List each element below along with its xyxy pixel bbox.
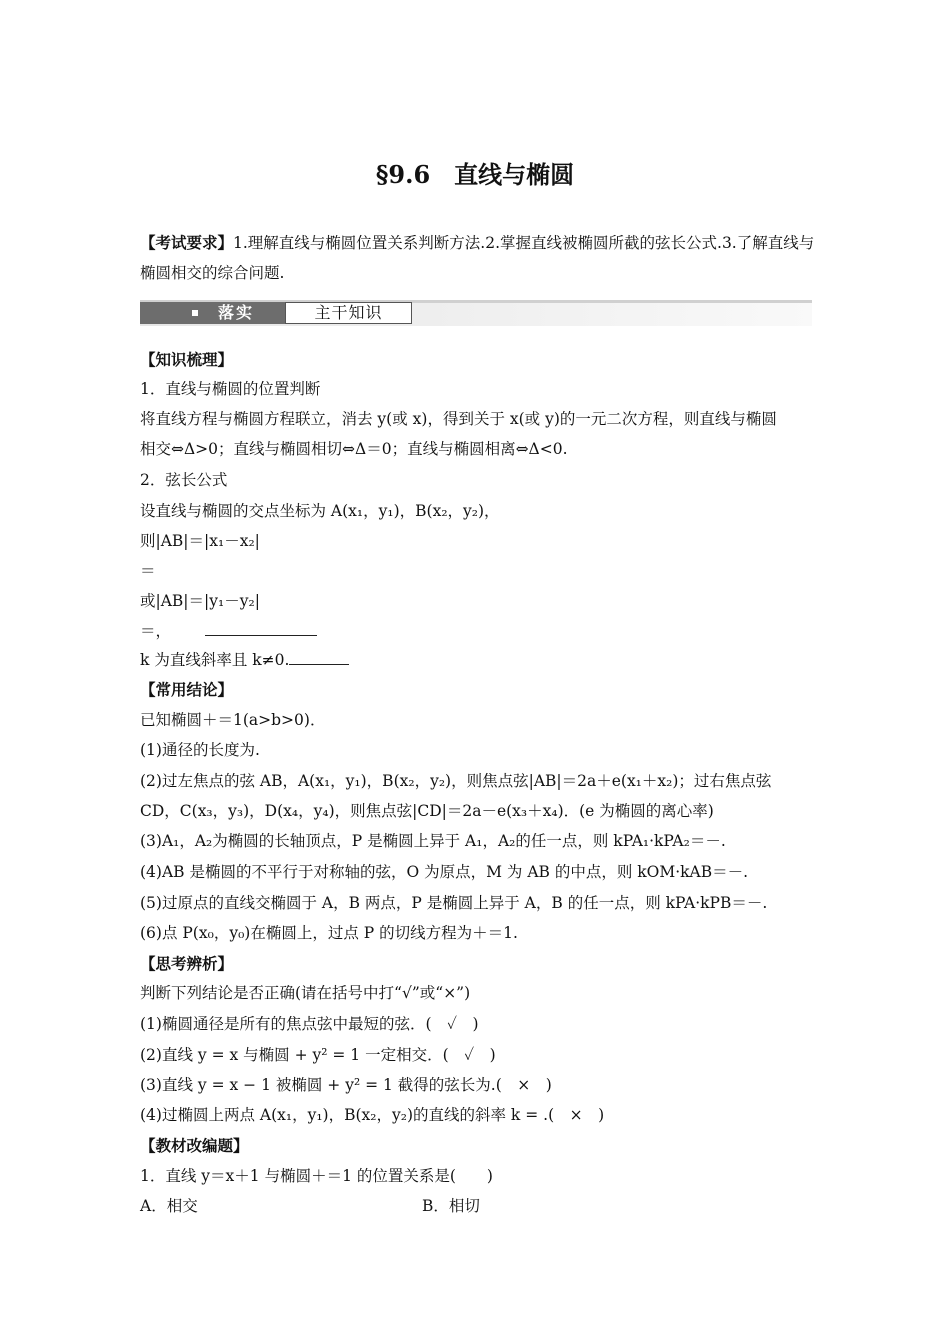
option-b: B．相切 [422,1197,480,1215]
conclusion-6: (6)点 P(x₀，y₀)在椭圆上，过点 P 的切线方程为＋＝1. [140,924,518,942]
textbook-q1: 1．直线 y＝x＋1 与椭圆＋＝1 的位置关系是( ) [140,1167,493,1185]
item1-text-line1: 将直线方程与椭圆方程联立，消去 y(或 x)，得到关于 x(或 y)的一元二次方程，则直线与椭圆 [140,410,777,428]
item1-text-line2: 相交⇔Δ>0；直线与椭圆相切⇔Δ＝0；直线与椭圆相离⇔Δ<0. [140,440,568,458]
item2-line5-text: ＝， [140,622,172,640]
banner-dark-label: 落实 [218,303,255,322]
section-banner [140,300,812,326]
thinking-q3: (3)直线 y = x − 1 被椭圆 + y² = 1 截得的弦长为.( × ) [140,1076,552,1094]
fill-blank [205,621,317,636]
item2-text-line4: 或|AB|＝|y₁－y₂| [140,592,260,610]
fill-blank [289,650,349,665]
conclusion-1: (1)通径的长度为. [140,741,260,759]
banner-dark-tab [140,302,285,324]
heading-textbook: 【教材改编题】 [140,1136,249,1155]
requirements-text: 1.理解直线与椭圆位置关系判断方法.2.掌握直线被椭圆所截的弦长公式.3.了解直线与椭圆相交的综合问题. [140,234,815,282]
thinking-q4: (4)过椭圆上两点 A(x₁，y₁)，B(x₂，y₂)的直线的斜率 k = .( × ) [140,1106,605,1124]
heading-conclusions: 【常用结论】 [140,680,234,699]
conclusion-2b: CD，C(x₃，y₃)，D(x₄，y₄)，则焦点弦|CD|＝2a－e(x₃＋x₄)．(e 为椭圆的离心率) [140,802,714,820]
item2-text-line3: ＝ [140,562,156,580]
conclusion-2a: (2)过左焦点的弦 AB，A(x₁，y₁)，B(x₂，y₂)，则焦点弦|AB|＝2a＋e(x₁＋x₂)；过右焦点弦 [140,772,772,790]
item2-text-line5 [140,621,317,641]
conclusion-3: (3)A₁，A₂为椭圆的长轴顶点，P 是椭圆上异于 A₁，A₂的任一点，则 kPA₁·kPA₂＝－. [140,832,726,850]
banner-light-tab: 主干知识 [285,302,412,324]
conclusion-intro: 已知椭圆＋＝1(a>b>0)． [140,711,326,729]
item2-line6-text: k 为直线斜率且 k≠0. [140,651,290,669]
item2-text-line2: 则|AB|＝|x₁－x₂| [140,532,260,550]
heading-thinking: 【思考辨析】 [140,954,234,973]
option-a: A．相交 [140,1197,198,1215]
heading-knowledge: 【知识梳理】 [140,350,234,369]
requirements-label: 【考试要求】 [140,233,234,252]
thinking-q2: (2)直线 y = x 与椭圆 + y² = 1 一定相交．( ✓ ) [140,1046,496,1064]
square-bullet-icon [192,310,198,316]
thinking-q1: (1)椭圆通径是所有的焦点弦中最短的弦．( ✓ ) [140,1015,479,1033]
page-title: §9.6 直线与椭圆 [375,160,575,189]
thinking-intro: 判断下列结论是否正确(请在括号中打“√”或“×”) [140,984,471,1002]
exam-requirements [140,228,815,288]
item2-text-line6 [140,650,349,670]
conclusion-5: (5)过原点的直线交椭圆于 A，B 两点，P 是椭圆上异于 A，B 的任一点，则 kPA·kPB＝－. [140,894,768,912]
item2-title: 2．弦长公式 [140,471,228,489]
item1-title: 1．直线与椭圆的位置判断 [140,380,321,398]
item2-text-line1: 设直线与椭圆的交点坐标为 A(x₁，y₁)，B(x₂，y₂)， [140,502,500,520]
conclusion-4: (4)AB 是椭圆的不平行于对称轴的弦，O 为原点，M 为 AB 的中点，则 kOM·kAB＝－. [140,863,749,881]
